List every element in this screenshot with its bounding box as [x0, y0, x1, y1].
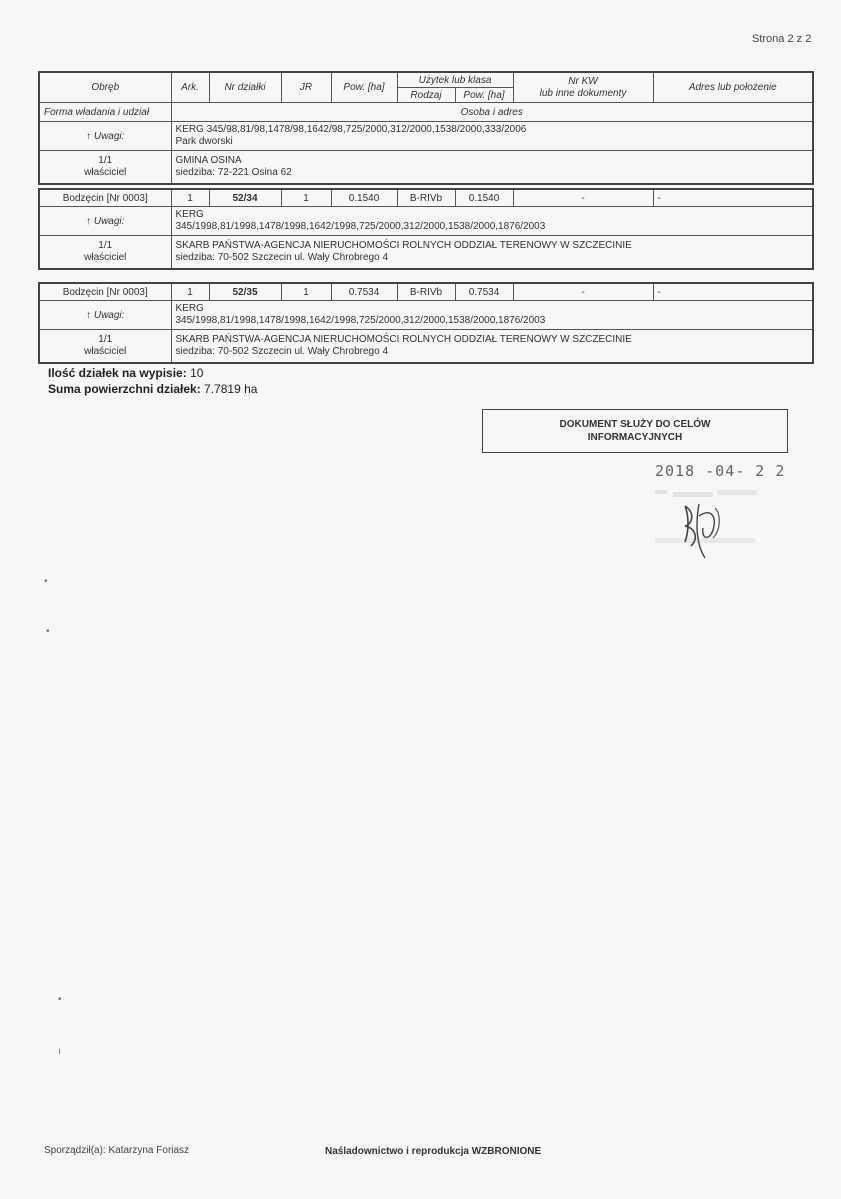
parcel-jr: 1	[281, 189, 331, 207]
area-sum	[48, 382, 257, 396]
parcel-count-value: 10	[190, 366, 204, 380]
parcel-rodzaj: B-RIVb	[397, 189, 455, 207]
header-owner-name: GMINA OSINA	[175, 155, 242, 166]
parcel-ark: 1	[171, 189, 209, 207]
parcel-kw: -	[513, 283, 653, 301]
header-udzial: 1/1	[98, 155, 113, 166]
parcel-rola: właściciel	[84, 252, 127, 263]
header-adres: Adres lub położenie	[653, 72, 813, 103]
header-nr-kw-sub: lub inne dokumenty	[539, 87, 627, 99]
parcel-uwagi-l2: 345/1998,81/1998,1478/1998,1642/1998,725/2000,312/2000,1538/2000,1876/2003	[175, 315, 546, 326]
page-number: Strona 2 z 2	[752, 33, 812, 45]
parcel-uwagi-l1: KERG	[175, 303, 204, 314]
parcel-uwagi-label: ↑ Uwagi:	[39, 301, 171, 330]
parcel-count-label: Ilość działek na wypisie:	[48, 366, 187, 380]
parcel-nr: 52/35	[209, 283, 281, 301]
parcel-owner-addr: siedziba: 70-502 Szczecin ul. Wały Chrobrego 4	[175, 346, 389, 357]
header-jr: JR	[281, 72, 331, 103]
scan-mark: •	[58, 994, 62, 1005]
header-nr-kw-label: Nr KW	[568, 75, 598, 87]
header-uzytek: Użytek lub klasa	[397, 72, 513, 88]
parcel-obreb: Bodzęcin [Nr 0003]	[39, 283, 171, 301]
header-rola: właściciel	[84, 167, 127, 178]
copy-notice: Naśladownictwo i reprodukcja WZBRONIONE	[325, 1146, 542, 1157]
header-nr-dzialki: Nr działki	[209, 72, 281, 103]
parcel-table	[38, 282, 814, 364]
parcel-adres: -	[653, 283, 813, 301]
parcel-table	[38, 188, 814, 270]
header-owner-addr: siedziba: 72-221 Osina 62	[175, 167, 292, 178]
header-uwagi-label: ↑ Uwagi:	[39, 122, 171, 151]
parcel-rodzaj: B-RIVb	[397, 283, 455, 301]
header-rodzaj: Rodzaj	[397, 88, 455, 103]
parcel-owner	[171, 330, 813, 364]
date-stamp: 2018 -04- 2 2	[655, 462, 786, 480]
header-owner	[171, 151, 813, 185]
parcel-uwagi: Uwagi:	[93, 215, 125, 227]
header-obreb: Obręb	[39, 72, 171, 103]
parcel-count	[48, 366, 203, 380]
scan-mark: •	[46, 626, 50, 637]
parcel-pow-ha: 0.7534	[455, 283, 513, 301]
header-pow-ha: Pow. [ha]	[455, 88, 513, 103]
parcel-uwagi-l2: 345/1998,81/1998,1478/1998,1642/1998,725/2000,312/2000,1538/2000,1876/2003	[175, 221, 546, 232]
parcel-uwagi-cell	[171, 301, 813, 330]
header-uwagi: Uwagi:	[93, 130, 125, 142]
parcel-obreb: Bodzęcin [Nr 0003]	[39, 189, 171, 207]
parcel-udzial: 1/1	[98, 334, 113, 345]
parcel-rola: właściciel	[84, 346, 127, 357]
header-ark: Ark.	[171, 72, 209, 103]
parcel-jr: 1	[281, 283, 331, 301]
parcel-owner	[171, 236, 813, 270]
header-table	[38, 71, 814, 185]
parcel-uwagi-cell	[171, 207, 813, 236]
parcel-uwagi-l1: KERG	[175, 209, 204, 220]
header-pow: Pow. [ha]	[331, 72, 397, 103]
parcel-udzial: 1/1	[98, 240, 113, 251]
header-nr-kw	[513, 72, 653, 103]
parcel-owner-share	[39, 236, 171, 270]
parcel-uwagi: Uwagi:	[93, 309, 125, 321]
header-uwagi-cell	[171, 122, 813, 151]
info-box-line1: DOKUMENT SŁUŻY DO CELÓW	[559, 419, 711, 430]
parcel-pow: 0.7534	[331, 283, 397, 301]
info-box-line2: INFORMACYJNYCH	[587, 432, 683, 443]
parcel-kw: -	[513, 189, 653, 207]
parcel-adres: -	[653, 189, 813, 207]
prepared-by: Sporządził(a): Katarzyna Foriasz	[44, 1145, 190, 1156]
header-osoba: Osoba i adres	[171, 103, 813, 122]
info-box	[482, 409, 788, 453]
scan-mark: •	[44, 576, 48, 587]
header-uwagi-text2: Park dworski	[175, 136, 233, 147]
header-forma: Forma władania i udział	[39, 103, 171, 122]
signature-icon	[655, 486, 765, 566]
scan-mark: ı	[58, 1046, 61, 1057]
area-sum-value: 7.7819 ha	[204, 382, 258, 396]
parcel-owner-name: SKARB PAŃSTWA-AGENCJA NIERUCHOMOŚCI ROLNYCH ODDZIAŁ TERENOWY W SZCZECINIE	[175, 240, 632, 251]
parcel-owner-addr: siedziba: 70-502 Szczecin ul. Wały Chrobrego 4	[175, 252, 389, 263]
header-owner-share	[39, 151, 171, 185]
parcel-ark: 1	[171, 283, 209, 301]
parcel-owner-name: SKARB PAŃSTWA-AGENCJA NIERUCHOMOŚCI ROLNYCH ODDZIAŁ TERENOWY W SZCZECINIE	[175, 334, 632, 345]
parcel-pow-ha: 0.1540	[455, 189, 513, 207]
parcel-uwagi-label: ↑ Uwagi:	[39, 207, 171, 236]
area-sum-label: Suma powierzchni działek:	[48, 382, 201, 396]
parcel-nr: 52/34	[209, 189, 281, 207]
parcel-owner-share	[39, 330, 171, 364]
parcel-pow: 0.1540	[331, 189, 397, 207]
header-uwagi-text1: KERG 345/98,81/98,1478/98,1642/98,725/2000,312/2000,1538/2000,333/2006	[175, 124, 527, 135]
